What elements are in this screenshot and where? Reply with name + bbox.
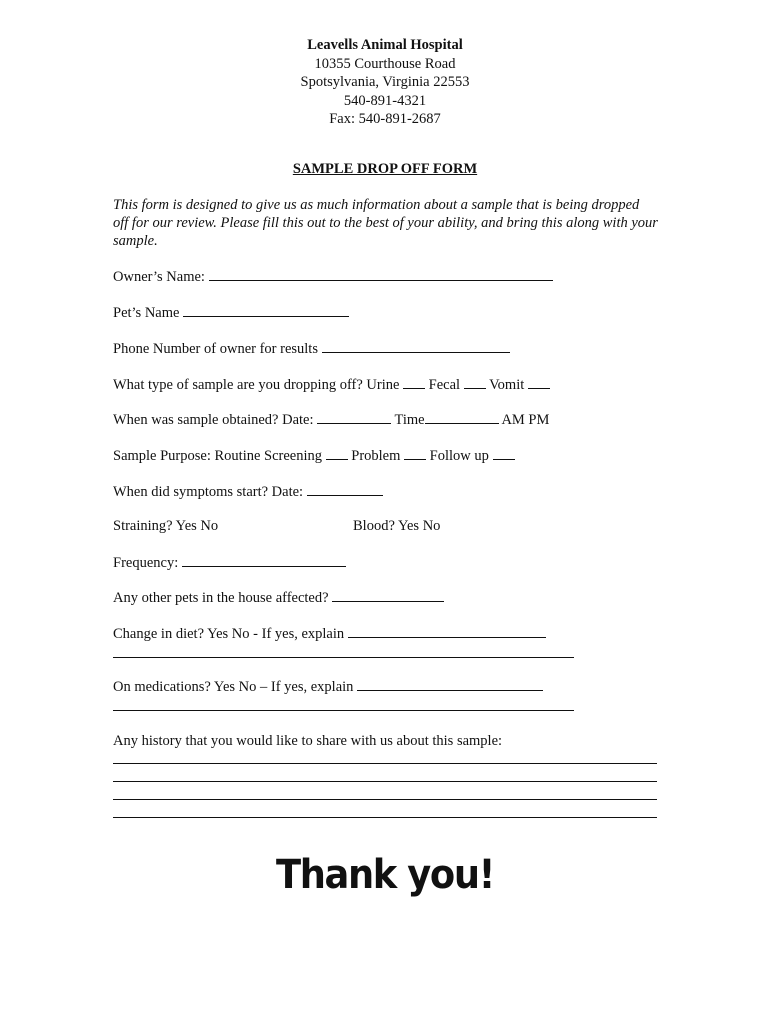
problem-label: Problem xyxy=(351,448,401,464)
hospital-header xyxy=(0,36,770,129)
follow-up-label: Follow up xyxy=(429,448,489,464)
diet-extra-line[interactable] xyxy=(113,657,574,658)
history-line-3[interactable] xyxy=(113,799,657,800)
fecal-blank[interactable] xyxy=(464,376,486,389)
vomit-blank[interactable] xyxy=(528,376,550,389)
pet-name-label: Pet’s Name xyxy=(113,305,180,321)
hospital-name: Leavells Animal Hospital xyxy=(307,37,463,53)
routine-blank[interactable] xyxy=(326,447,348,460)
frequency-label: Frequency: xyxy=(113,555,179,571)
form-title: SAMPLE DROP OFF FORM xyxy=(292,161,478,177)
purpose-row xyxy=(113,447,515,465)
diet-blank[interactable] xyxy=(348,625,546,638)
phone-owner-blank[interactable] xyxy=(322,340,510,353)
history-line-2[interactable] xyxy=(113,781,657,782)
time-blank[interactable] xyxy=(425,411,499,424)
owner-name-label: Owner’s Name: xyxy=(113,269,205,285)
hospital-street: 10355 Courthouse Road xyxy=(314,55,456,72)
straining-label: Straining? Yes No xyxy=(113,518,219,534)
phone-owner-label: Phone Number of owner for results xyxy=(113,341,318,357)
obtained-row xyxy=(113,411,549,429)
obtained-date-blank[interactable] xyxy=(317,411,391,424)
hospital-fax: Fax: 540-891-2687 xyxy=(329,111,441,127)
other-pets-row xyxy=(113,589,444,607)
problem-blank[interactable] xyxy=(404,447,426,460)
thank-you-text: Thank you! xyxy=(275,852,495,898)
pet-name-blank[interactable] xyxy=(183,304,349,317)
sample-type-label: What type of sample are you dropping off? Urine xyxy=(113,377,400,393)
history-label: Any history that you would like to share with us about this sample: xyxy=(113,733,503,749)
straining-blood-row xyxy=(113,518,658,535)
medications-label: On medications? Yes No – If yes, explain xyxy=(113,679,354,695)
other-pets-blank[interactable] xyxy=(332,589,444,602)
frequency-blank[interactable] xyxy=(182,554,346,567)
intro-text: This form is designed to give us as much information about a sample that is being dropped off for our review. Please fill this out to the best of your ability, and bring this along with your sample. xyxy=(113,197,658,249)
owner-name-blank[interactable] xyxy=(209,268,553,281)
time-label: Time xyxy=(394,412,425,428)
diet-row xyxy=(113,625,546,643)
pet-name-row xyxy=(113,304,349,322)
symptoms-row xyxy=(113,483,383,501)
follow-up-blank[interactable] xyxy=(493,447,515,460)
am-pm-label: AM PM xyxy=(501,412,550,428)
phone-owner-row xyxy=(113,340,510,358)
history-line-4[interactable] xyxy=(113,817,657,818)
owner-name-row xyxy=(113,268,553,286)
symptoms-date-blank[interactable] xyxy=(307,483,383,496)
purpose-label: Sample Purpose: Routine Screening xyxy=(113,448,323,464)
obtained-label: When was sample obtained? Date: xyxy=(113,412,314,428)
medications-row xyxy=(113,678,543,696)
other-pets-label: Any other pets in the house affected? xyxy=(113,590,329,606)
vomit-label: Vomit xyxy=(489,377,525,393)
hospital-phone: 540-891-4321 xyxy=(343,92,427,109)
history-row xyxy=(113,733,502,750)
symptoms-label: When did symptoms start? Date: xyxy=(113,484,304,500)
diet-label: Change in diet? Yes No - If yes, explain xyxy=(113,626,345,642)
urine-blank[interactable] xyxy=(403,376,425,389)
history-line-1[interactable] xyxy=(113,763,657,764)
medications-extra-line[interactable] xyxy=(113,710,574,711)
sample-type-row xyxy=(113,376,550,394)
blood-label: Blood? Yes No xyxy=(353,518,441,534)
medications-blank[interactable] xyxy=(357,678,543,691)
fecal-label: Fecal xyxy=(428,377,461,393)
hospital-city-state: Spotsylvania, Virginia 22553 xyxy=(300,74,470,90)
frequency-row xyxy=(113,554,346,572)
